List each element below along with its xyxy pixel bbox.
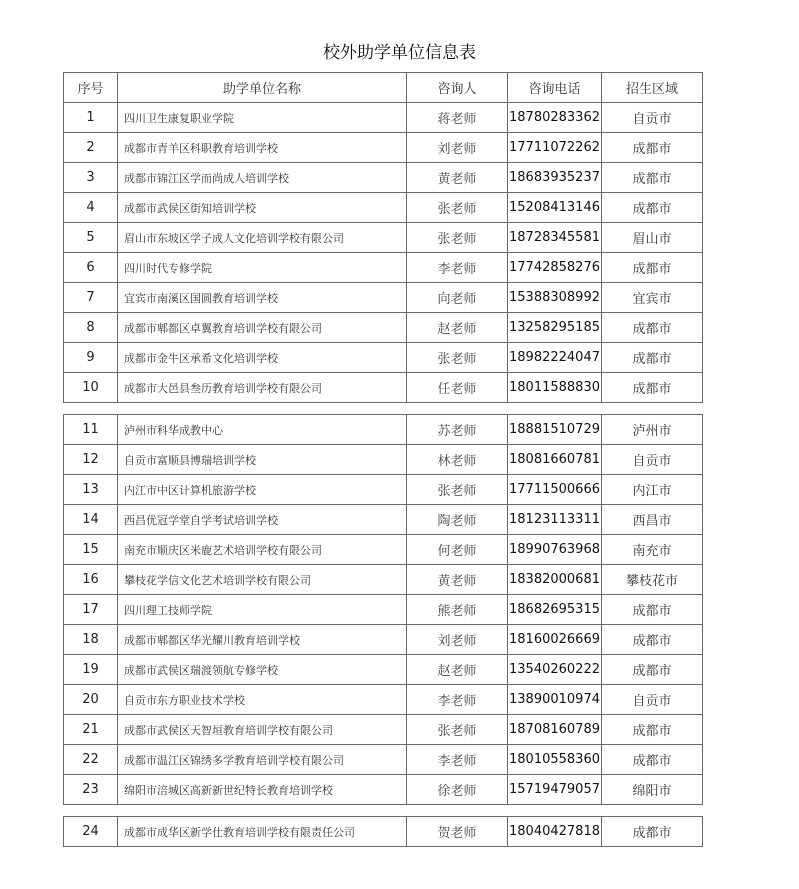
contact-person: 贺老师	[407, 817, 508, 847]
enroll-region: 眉山市	[602, 223, 703, 253]
enroll-region: 成都市	[602, 625, 703, 655]
table-row	[64, 595, 703, 625]
row-number: 22	[64, 745, 118, 775]
contact-person: 刘老师	[407, 133, 508, 163]
table-row	[64, 103, 703, 133]
table-row	[64, 133, 703, 163]
table-row	[64, 283, 703, 313]
table-row	[64, 565, 703, 595]
enroll-region: 成都市	[602, 193, 703, 223]
contact-phone: 15388308992	[508, 283, 602, 313]
contact-person: 李老师	[407, 745, 508, 775]
info-table	[63, 72, 703, 403]
unit-name: 成都市金牛区承希文化培训学校	[118, 343, 407, 373]
table-row	[64, 625, 703, 655]
unit-name: 攀枝花学信文化艺术培训学校有限公司	[118, 565, 407, 595]
enroll-region: 南充市	[602, 535, 703, 565]
table-row	[64, 373, 703, 403]
contact-phone: 18708160789	[508, 715, 602, 745]
row-number: 20	[64, 685, 118, 715]
row-number: 4	[64, 193, 118, 223]
row-number: 24	[64, 817, 118, 847]
row-number: 5	[64, 223, 118, 253]
unit-name: 内江市中区计算机旅游学校	[118, 475, 407, 505]
contact-phone: 13540260222	[508, 655, 602, 685]
unit-name: 成都市武侯区天智垣教育培训学校有限公司	[118, 715, 407, 745]
unit-name: 成都市成华区新学仕教育培训学校有限责任公司	[118, 817, 407, 847]
table-row	[64, 715, 703, 745]
unit-name: 成都市武侯区街知培训学校	[118, 193, 407, 223]
row-number: 21	[64, 715, 118, 745]
enroll-region: 成都市	[602, 343, 703, 373]
contact-person: 张老师	[407, 343, 508, 373]
enroll-region: 成都市	[602, 133, 703, 163]
contact-phone: 18990763968	[508, 535, 602, 565]
contact-phone: 18040427818	[508, 817, 602, 847]
contact-phone: 18011588830	[508, 373, 602, 403]
table-row	[64, 163, 703, 193]
enroll-region: 成都市	[602, 163, 703, 193]
info-table-final	[63, 816, 703, 847]
row-number: 3	[64, 163, 118, 193]
contact-phone: 13258295185	[508, 313, 602, 343]
header-region: 招生区域	[602, 73, 703, 103]
unit-name: 成都市郫都区卓翼教育培训学校有限公司	[118, 313, 407, 343]
unit-name: 宜宾市南溪区国圆教育培训学校	[118, 283, 407, 313]
enroll-region: 成都市	[602, 253, 703, 283]
enroll-region: 攀枝花市	[602, 565, 703, 595]
unit-name: 成都市温江区锦绣多学教育培训学校有限公司	[118, 745, 407, 775]
table-row	[64, 253, 703, 283]
unit-name: 成都市青羊区科职教育培训学校	[118, 133, 407, 163]
row-number: 8	[64, 313, 118, 343]
row-number: 9	[64, 343, 118, 373]
enroll-region: 西昌市	[602, 505, 703, 535]
row-number: 11	[64, 415, 118, 445]
enroll-region: 自贡市	[602, 685, 703, 715]
unit-name: 绵阳市涪城区高新新世纪特长教育培训学校	[118, 775, 407, 805]
contact-phone: 18683935237	[508, 163, 602, 193]
table-row	[64, 817, 703, 847]
unit-name: 成都市郫都区华光耀川教育培训学校	[118, 625, 407, 655]
enroll-region: 宜宾市	[602, 283, 703, 313]
contact-phone: 18682695315	[508, 595, 602, 625]
contact-phone: 18382000681	[508, 565, 602, 595]
contact-person: 刘老师	[407, 625, 508, 655]
contact-person: 张老师	[407, 223, 508, 253]
contact-person: 赵老师	[407, 655, 508, 685]
contact-phone: 18123113311	[508, 505, 602, 535]
table-header-row	[64, 73, 703, 103]
contact-person: 苏老师	[407, 415, 508, 445]
contact-phone: 13890010974	[508, 685, 602, 715]
enroll-region: 成都市	[602, 745, 703, 775]
contact-person: 林老师	[407, 445, 508, 475]
row-number: 14	[64, 505, 118, 535]
row-number: 2	[64, 133, 118, 163]
row-number: 12	[64, 445, 118, 475]
unit-name: 自贡市东方职业技术学校	[118, 685, 407, 715]
table-row	[64, 475, 703, 505]
unit-name: 眉山市东坡区学子成人文化培训学校有限公司	[118, 223, 407, 253]
header-phone: 咨询电话	[508, 73, 602, 103]
unit-name: 西昌优冠学堂自学考试培训学校	[118, 505, 407, 535]
contact-phone: 18160026669	[508, 625, 602, 655]
contact-phone: 17742858276	[508, 253, 602, 283]
header-name: 助学单位名称	[118, 73, 407, 103]
unit-name: 四川卫生康复职业学院	[118, 103, 407, 133]
enroll-region: 泸州市	[602, 415, 703, 445]
table-row	[64, 505, 703, 535]
enroll-region: 成都市	[602, 373, 703, 403]
row-number: 17	[64, 595, 118, 625]
contact-phone: 18780283362	[508, 103, 602, 133]
contact-person: 赵老师	[407, 313, 508, 343]
enroll-region: 成都市	[602, 817, 703, 847]
contact-person: 黄老师	[407, 565, 508, 595]
unit-name: 成都市锦江区学而尚成人培训学校	[118, 163, 407, 193]
enroll-region: 成都市	[602, 715, 703, 745]
row-number: 6	[64, 253, 118, 283]
table-row	[64, 343, 703, 373]
contact-person: 张老师	[407, 715, 508, 745]
table-row	[64, 655, 703, 685]
header-no: 序号	[64, 73, 118, 103]
contact-person: 徐老师	[407, 775, 508, 805]
contact-person: 蒋老师	[407, 103, 508, 133]
row-number: 13	[64, 475, 118, 505]
unit-name: 成都市大邑县叁历教育培训学校有限公司	[118, 373, 407, 403]
enroll-region: 绵阳市	[602, 775, 703, 805]
table-row	[64, 445, 703, 475]
table-row	[64, 313, 703, 343]
contact-person: 黄老师	[407, 163, 508, 193]
info-table-continued	[63, 414, 703, 805]
contact-person: 熊老师	[407, 595, 508, 625]
enroll-region: 成都市	[602, 313, 703, 343]
row-number: 19	[64, 655, 118, 685]
contact-phone: 18881510729	[508, 415, 602, 445]
unit-name: 四川理工技师学院	[118, 595, 407, 625]
table-row	[64, 535, 703, 565]
unit-name: 成都市武侯区瑞渡领航专修学校	[118, 655, 407, 685]
unit-name: 四川时代专修学院	[118, 253, 407, 283]
contact-person: 任老师	[407, 373, 508, 403]
table-row	[64, 745, 703, 775]
enroll-region: 内江市	[602, 475, 703, 505]
contact-phone: 18081660781	[508, 445, 602, 475]
enroll-region: 成都市	[602, 595, 703, 625]
contact-phone: 18728345581	[508, 223, 602, 253]
row-number: 1	[64, 103, 118, 133]
row-number: 10	[64, 373, 118, 403]
contact-phone: 15208413146	[508, 193, 602, 223]
table-row	[64, 775, 703, 805]
contact-phone: 18982224047	[508, 343, 602, 373]
contact-phone: 17711500666	[508, 475, 602, 505]
row-number: 18	[64, 625, 118, 655]
row-number: 7	[64, 283, 118, 313]
row-number: 15	[64, 535, 118, 565]
row-number: 23	[64, 775, 118, 805]
enroll-region: 自贡市	[602, 445, 703, 475]
header-contact: 咨询人	[407, 73, 508, 103]
row-number: 16	[64, 565, 118, 595]
table-row	[64, 685, 703, 715]
contact-person: 李老师	[407, 685, 508, 715]
table-row	[64, 415, 703, 445]
unit-name: 泸州市科华成教中心	[118, 415, 407, 445]
page-title: 校外助学单位信息表	[323, 43, 476, 63]
enroll-region: 自贡市	[602, 103, 703, 133]
unit-name: 南充市顺庆区米鹿艺术培训学校有限公司	[118, 535, 407, 565]
contact-person: 陶老师	[407, 505, 508, 535]
contact-person: 张老师	[407, 475, 508, 505]
contact-phone: 15719479057	[508, 775, 602, 805]
unit-name: 自贡市富顺县博瑞培训学校	[118, 445, 407, 475]
contact-person: 何老师	[407, 535, 508, 565]
contact-person: 李老师	[407, 253, 508, 283]
contact-phone: 17711072262	[508, 133, 602, 163]
contact-phone: 18010558360	[508, 745, 602, 775]
table-row	[64, 223, 703, 253]
contact-person: 张老师	[407, 193, 508, 223]
table-row	[64, 193, 703, 223]
contact-person: 向老师	[407, 283, 508, 313]
enroll-region: 成都市	[602, 655, 703, 685]
